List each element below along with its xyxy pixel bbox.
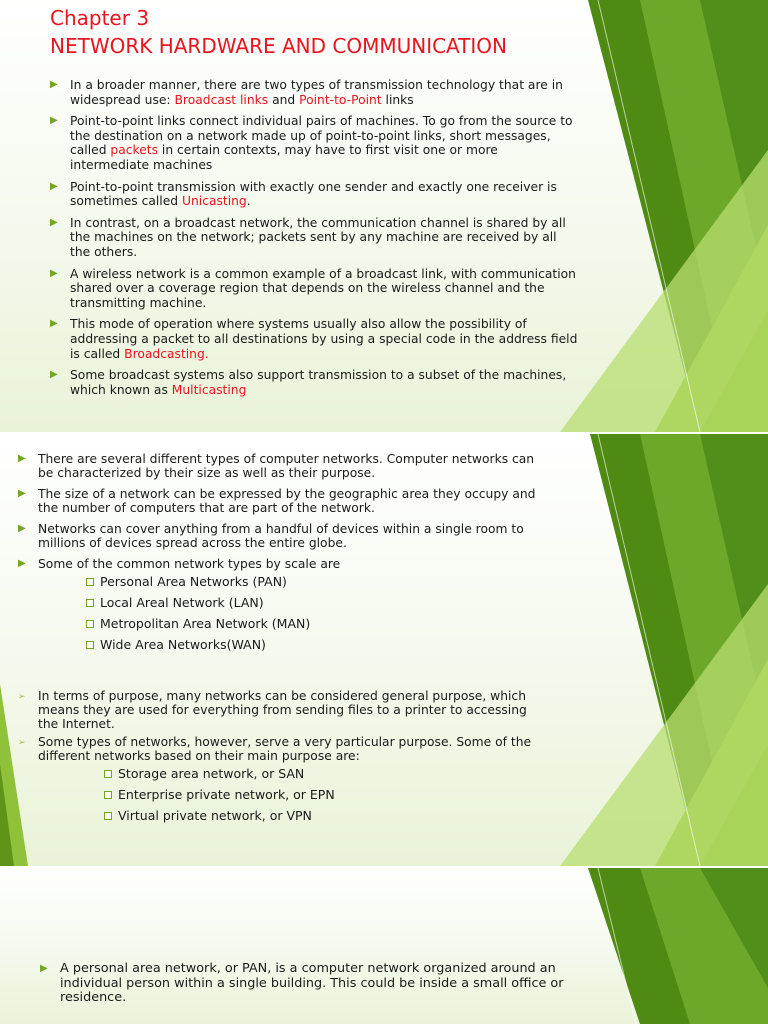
scale-type-list <box>38 575 548 652</box>
highlight-term: Broadcasting. <box>124 346 209 361</box>
square-bullet-icon <box>104 791 112 799</box>
list-item: Storage area network, or SAN <box>104 767 548 781</box>
arrow-bullet-icon: ▶ <box>18 488 26 499</box>
bullet-item: ▶ A wireless network is a common example of a broadcast link, with communication shared over a coverage region that depends on the wireless channel and the transmitting machine. <box>50 266 576 310</box>
bullet-item: ▶ A personal area network, or PAN, is a computer network organized around an individual person within a single building. This could be inside a small office or residence. <box>40 961 564 1006</box>
square-bullet-icon <box>86 599 94 607</box>
arrow-bullet-icon: ▶ <box>50 369 58 381</box>
highlight-term: packets <box>110 143 159 158</box>
square-bullet-icon <box>104 812 112 820</box>
chevron-bullet-icon: ➢ <box>18 738 26 748</box>
arrow-bullet-icon: ▶ <box>50 79 58 90</box>
bullet-item: ▶ Point-to-point links connect individual pairs of machines. To go from the source to the destination on a network made up of point-to-point links, short messages, called packets in certain contexts, may have to first visit one or more intermediate machines <box>50 114 573 172</box>
list-item: Local Areal Network (LAN) <box>86 596 548 610</box>
highlight-term: Multicasting <box>171 382 247 397</box>
bullet-item: ▶ Networks can cover anything from a handful of devices within a single room to millions of devices spread across the entire globe. <box>18 522 524 550</box>
slide-1-bullet-list <box>50 78 580 404</box>
chevron-bullet-icon: ➢ <box>18 692 26 702</box>
highlight-term: Broadcast links <box>174 92 269 107</box>
arrow-bullet-icon: ▶ <box>18 558 26 569</box>
arrow-bullet-icon: ▶ <box>18 523 26 534</box>
square-bullet-icon <box>86 620 94 628</box>
bullet-item: ▶ Some broadcast systems also support transmission to a subset of the machines, which known as Multicasting <box>50 368 567 397</box>
slide-3 <box>0 868 768 1024</box>
highlight-term: Unicasting <box>181 194 247 209</box>
slide-2-bullet-list <box>18 452 548 659</box>
purpose-bullet-list <box>18 689 548 830</box>
slide-1 <box>0 0 768 432</box>
arrow-bullet-icon: ▶ <box>50 267 58 279</box>
square-bullet-icon <box>86 641 94 649</box>
arrow-bullet-icon: ▶ <box>50 115 58 127</box>
bullet-item: ▶ Point-to-point transmission with exactly one sender and exactly one receiver is sometimes called Unicasting. <box>50 179 557 209</box>
purpose-type-list <box>38 767 548 823</box>
list-item: Enterprise private network, or EPN <box>104 788 548 802</box>
arrow-bullet-icon: ▶ <box>50 180 58 192</box>
bullet-item: ➢ Some types of networks, however, serve a very particular purpose. Some of the different networks based on their main purpose are: Storage area network, or SAN Enterprise private network, or EPN Virtual private network, or VPN <box>18 735 548 823</box>
arrow-bullet-icon: ▶ <box>50 318 58 330</box>
square-bullet-icon <box>86 578 94 586</box>
bullet-item: ➢ In terms of purpose, many networks can be considered general purpose, which means they are used for everything from sending files to a printer to accessing the Internet. <box>18 689 527 731</box>
bullet-item: ▶ This mode of operation where systems usually also allow the possibility of addressing a packet to all destinations by using a special code in the address field is called Broadcasting. <box>50 317 578 361</box>
slide-title <box>50 4 507 60</box>
slide-3-bullet-list <box>40 962 580 1013</box>
list-item: Metropolitan Area Network (MAN) <box>86 617 548 631</box>
arrow-bullet-icon: ▶ <box>50 216 58 228</box>
list-item: Wide Area Networks(WAN) <box>86 638 548 652</box>
bullet-item: ▶ In contrast, on a broadcast network, the communication channel is shared by all the machines on the network; packets sent by any machine are received by all the others. <box>50 215 566 259</box>
bullet-item: ▶ Some of the common network types by scale are Personal Area Networks (PAN) Local Areal Network (LAN) Metropolitan Area Network (MAN) Wide Area Networks(WAN) <box>18 557 548 652</box>
bullet-item: ▶ There are several different types of computer networks. Computer networks can be characterized by their size as well as their purpose. <box>18 452 535 480</box>
bullet-item: ▶ The size of a network can be expressed by the geographic area they occupy and the number of computers that are part of the network. <box>18 487 536 515</box>
arrow-bullet-icon: ▶ <box>40 963 48 974</box>
slide-2 <box>0 434 768 866</box>
arrow-bullet-icon: ▶ <box>18 453 26 464</box>
list-item: Personal Area Networks (PAN) <box>86 575 548 589</box>
list-item: Virtual private network, or VPN <box>104 809 548 823</box>
chapter-label: Chapter 3 <box>50 6 150 30</box>
highlight-term: Point-to-Point <box>299 92 382 107</box>
square-bullet-icon <box>104 770 112 778</box>
chapter-heading: NETWORK HARDWARE AND COMMUNICATION <box>50 34 508 58</box>
bullet-item: ▶ In a broader manner, there are two types of transmission technology that are in widespread use: Broadcast links and Point-to-Point links <box>50 78 563 107</box>
